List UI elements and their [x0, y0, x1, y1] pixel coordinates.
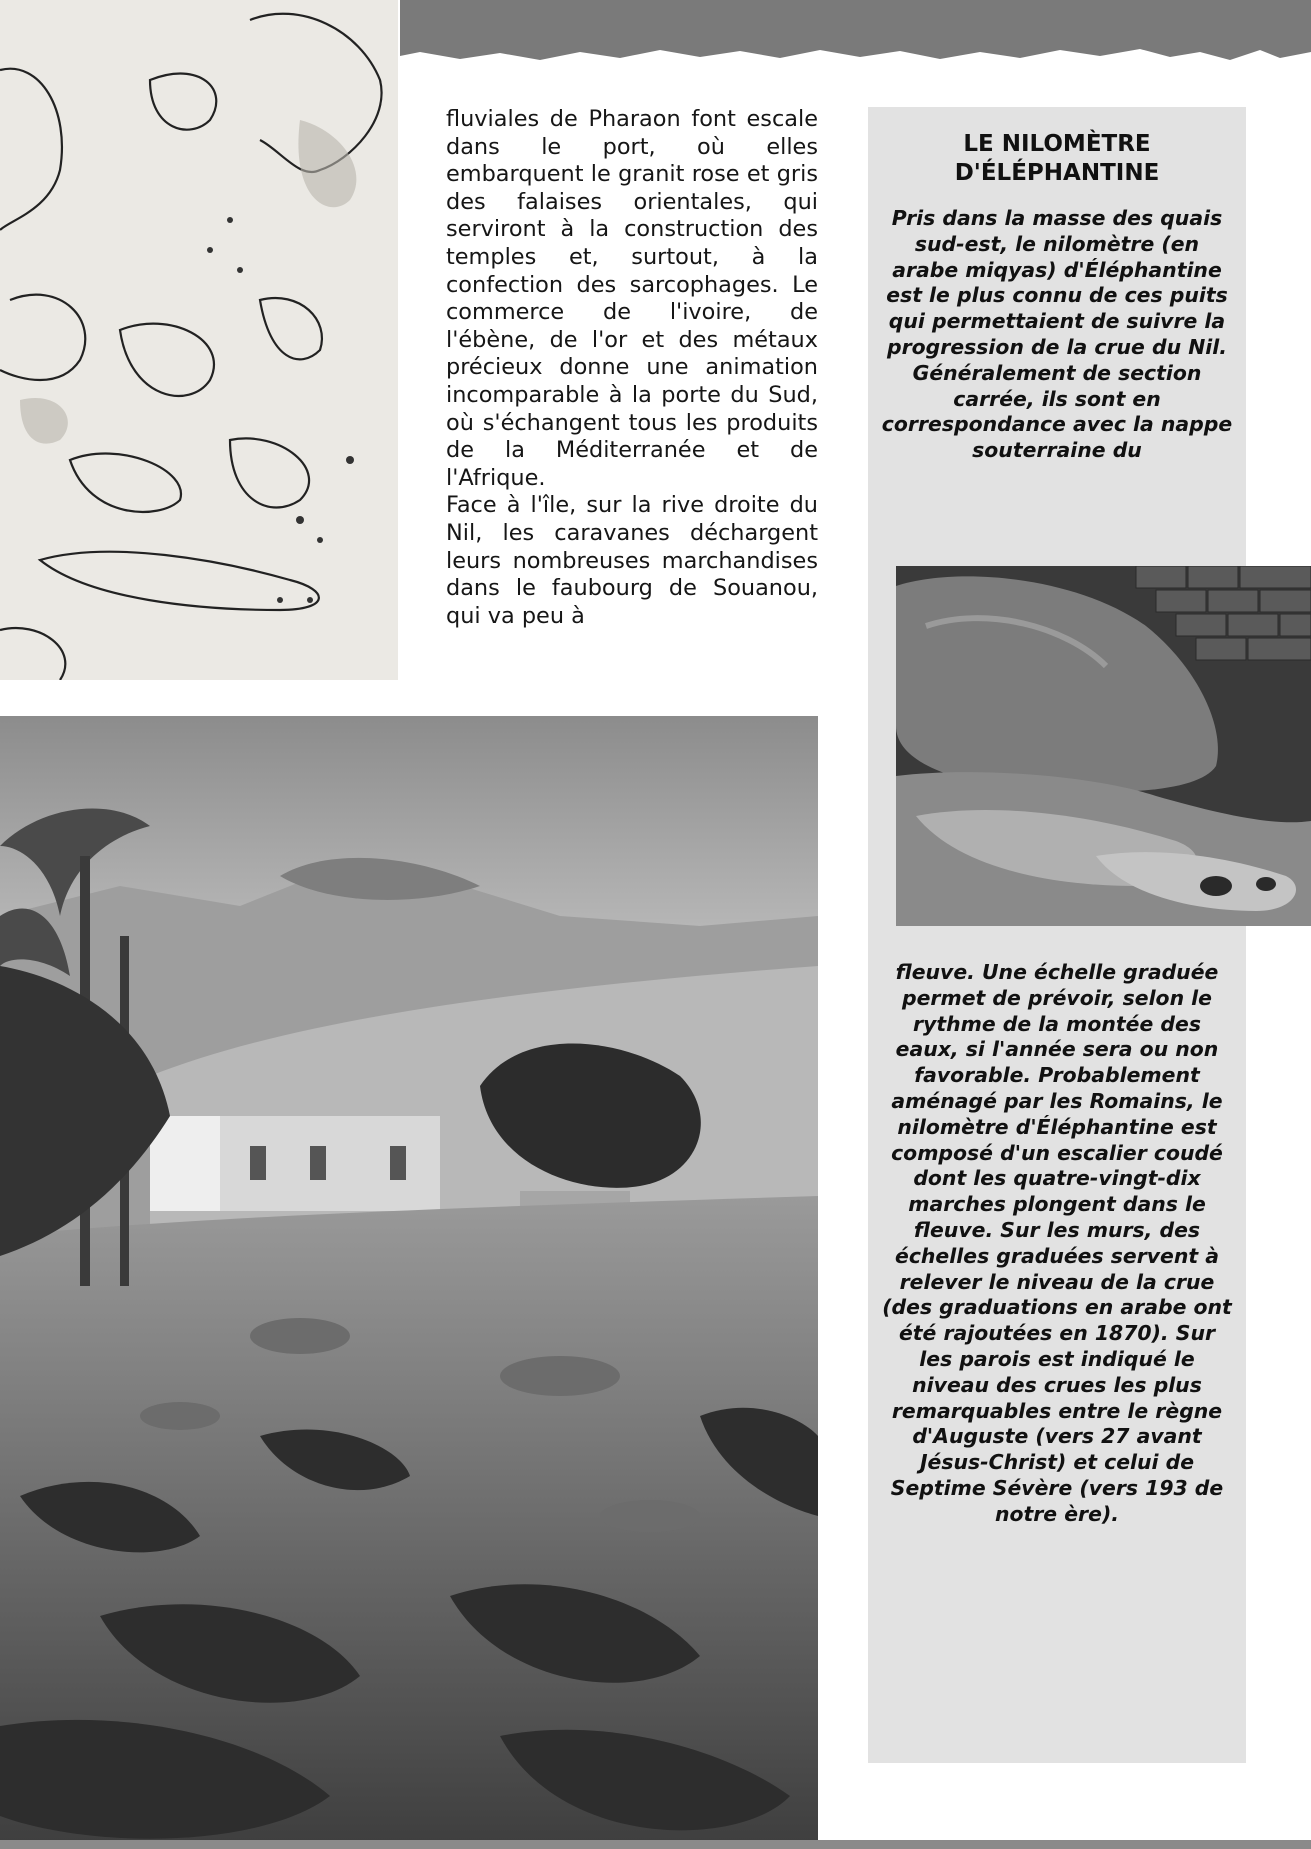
article-body: [446, 106, 818, 630]
elephantine-landscape-photo: [0, 716, 818, 1849]
sidebar-text: fleuve. Une échelle graduée permet de prévoir, selon le rythme de la montée des eaux, si l'année sera ou non favorable. Probablement aménagé par les Romains, le nilomètre d'Éléphantine est composé d'un escalier coudé dont les quatre-vingt-dix marches plongent dans le fleuve. Sur les murs, des échelles graduées servent à relever le niveau de la crue (des graduations en arabe ont été rajoutées en 1870). Sur les parois est indiqué le niveau des crues les plus remarquables entre le règne d'Auguste (vers 27 avant Jésus-Christ) et celui de Septime Sévère (vers 193 de notre ère).: [882, 960, 1232, 1526]
nilometer-rock-photo: [896, 566, 1311, 926]
sidebar-title-line: LE NILOMÈTRE: [963, 131, 1151, 157]
body-paragraph: Face à l'île, sur la rive droite du Nil, les caravanes déchargent leurs nombreuses marchandises dans le faubourg de Souanou, qui va peu à: [446, 492, 818, 629]
top-torn-band: [400, 0, 1311, 70]
body-paragraph: fluviales de Pharaon font escale dans le port, où elles embarquent le granit rose et gris des falaises orientales, qui serviront à la construction des temples et, surtout, à la confection des sarcophages. Le commerce de l'ivoire, de l'ébène, de l'or et des métaux précieux donne une animation incomparable à la porte du Sud, où s'échangent tous les produits de la Méditerranée et de l'Afrique.: [446, 106, 818, 491]
sidebar-text: Pris dans la masse des quais sud-est, le nilomètre (en arabe miqyas) d'Éléphantine est le plus connu de ces puits qui permettaient de suivre la progression de la crue du Nil. Généralement de section carrée, ils sont en correspondance avec la nappe souterraine du: [881, 206, 1233, 463]
historical-map-image: [0, 0, 398, 680]
sidebar-title: [868, 130, 1246, 188]
sidebar-title-line: D'ÉLÉPHANTINE: [954, 160, 1160, 186]
bottom-edge: [0, 1840, 1311, 1849]
